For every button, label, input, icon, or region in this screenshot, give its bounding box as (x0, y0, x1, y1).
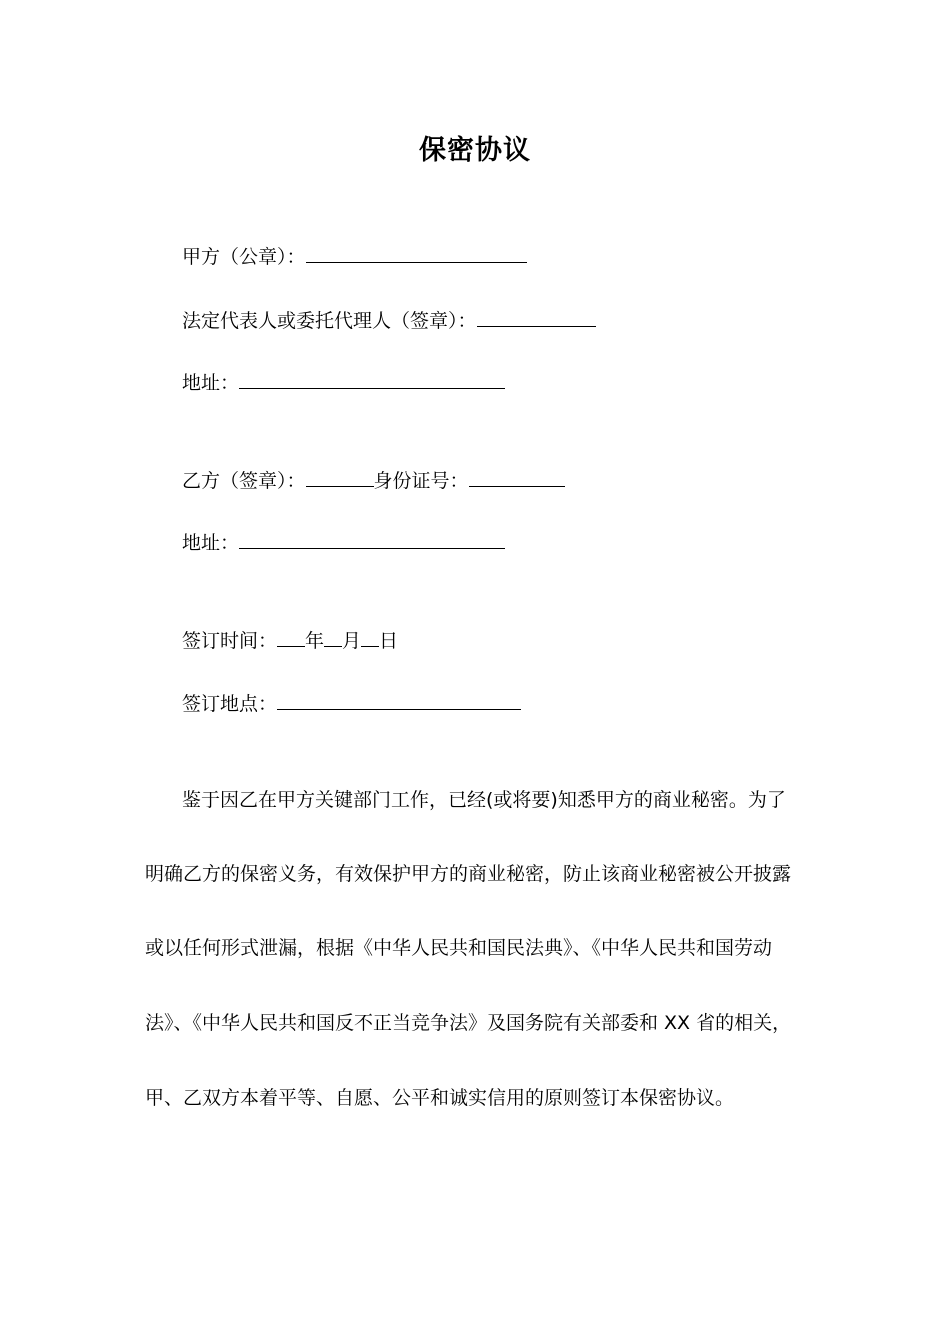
preamble-line: 或以任何形式泄漏，根据《中华人民共和国民法典》、《中华人民共和国劳动 (145, 937, 773, 959)
month-blank[interactable] (324, 624, 342, 647)
party-b-address-blank[interactable] (239, 526, 505, 549)
day-label: 日 (379, 630, 399, 652)
id-number-label: 身份证号： (373, 470, 469, 492)
day-blank[interactable] (361, 624, 379, 647)
party-b-address-label: 地址： (182, 532, 240, 554)
year-blank[interactable] (277, 624, 305, 647)
party-a-address-blank[interactable] (239, 366, 505, 389)
preamble-line: 甲、乙双方本着平等、自愿、公平和诚实信用的原则签订本保密协议。 (145, 1087, 735, 1109)
representative-label: 法定代表人或委托代理人（签章）： (182, 310, 477, 332)
party-b-blank[interactable] (306, 464, 374, 487)
representative-line (182, 304, 596, 335)
preamble-line: 明确乙方的保密义务，有效保护甲方的商业秘密，防止该商业秘密被公开披露 (145, 863, 792, 885)
month-label: 月 (342, 630, 362, 652)
preamble-line: 鉴于因乙在甲方关键部门工作，已经(或将要)知悉甲方的商业秘密。为了 (182, 789, 786, 811)
party-a-blank[interactable] (306, 240, 527, 263)
signing-date-label: 签订时间： (182, 630, 278, 652)
year-label: 年 (305, 630, 325, 652)
preamble-line: 法》、《中华人民共和国反不正当竞争法》及国务院有关部委和 XX 省的相关， (145, 1012, 792, 1034)
signing-place-line (182, 687, 521, 718)
signing-place-label: 签订地点： (182, 693, 278, 715)
document-title: 保密协议 (419, 135, 531, 166)
signing-date-line (182, 624, 398, 655)
party-a-line (182, 240, 527, 271)
party-a-label: 甲方（公章）： (182, 246, 306, 268)
party-b-line (182, 464, 565, 495)
representative-blank[interactable] (477, 304, 596, 327)
signing-place-blank[interactable] (277, 687, 521, 710)
party-b-address-line (182, 526, 505, 557)
id-number-blank[interactable] (469, 464, 565, 487)
party-a-address-line (182, 366, 505, 397)
party-a-address-label: 地址： (182, 372, 240, 394)
party-b-label: 乙方（签章）： (182, 470, 306, 492)
